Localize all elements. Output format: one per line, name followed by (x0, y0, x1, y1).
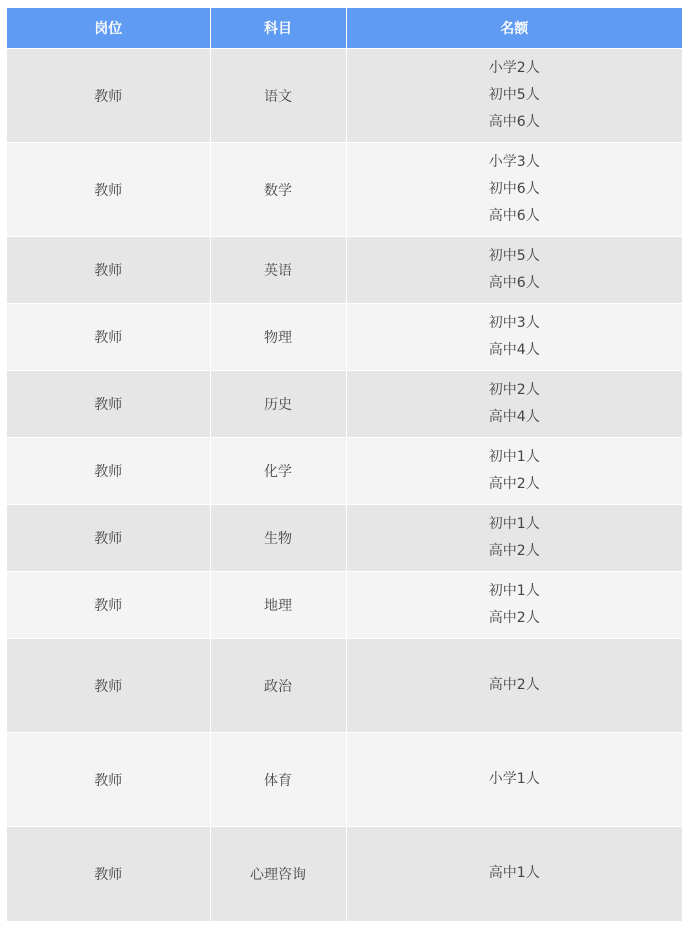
cell-quota (346, 733, 682, 827)
cell-position: 教师 (7, 49, 210, 143)
cell-position: 教师 (7, 237, 210, 304)
table-row (7, 733, 682, 827)
quota-line: 初中2人 (488, 382, 540, 398)
cell-position: 教师 (7, 143, 210, 237)
cell-subject: 心理咨询 (210, 827, 346, 921)
cell-position: 教师 (7, 505, 210, 572)
cell-quota (346, 438, 682, 505)
quota-line: 高中6人 (488, 114, 540, 130)
table-row (7, 505, 682, 572)
cell-subject: 语文 (210, 49, 346, 143)
table-row (7, 827, 682, 921)
quota-line: 初中3人 (488, 315, 540, 331)
cell-subject: 地理 (210, 572, 346, 639)
quota-line: 高中1人 (488, 865, 540, 882)
table-row (7, 438, 682, 505)
quota-line: 初中1人 (488, 449, 540, 465)
quota-line: 高中2人 (488, 543, 540, 559)
quota-line: 初中5人 (488, 248, 540, 264)
quota-line: 初中5人 (488, 87, 540, 103)
cell-subject: 化学 (210, 438, 346, 505)
cell-quota (346, 49, 682, 143)
cell-position: 教师 (7, 639, 210, 733)
cell-subject: 生物 (210, 505, 346, 572)
table-container (7, 8, 682, 921)
cell-quota (346, 639, 682, 733)
quota-line: 小学2人 (488, 60, 540, 76)
cell-quota (346, 371, 682, 438)
quota-table (7, 8, 682, 921)
cell-position: 教师 (7, 371, 210, 438)
cell-position: 教师 (7, 827, 210, 921)
table-row (7, 143, 682, 237)
cell-position: 教师 (7, 572, 210, 639)
quota-line: 初中6人 (488, 181, 540, 197)
table-row (7, 237, 682, 304)
quota-line: 初中1人 (488, 516, 540, 532)
header-position: 岗位 (7, 8, 210, 49)
cell-quota (346, 237, 682, 304)
table-row (7, 572, 682, 639)
cell-subject: 数学 (210, 143, 346, 237)
cell-subject: 物理 (210, 304, 346, 371)
quota-line: 高中2人 (488, 610, 540, 626)
cell-quota (346, 304, 682, 371)
header-subject: 科目 (210, 8, 346, 49)
quota-line: 初中1人 (488, 583, 540, 599)
quota-line: 高中4人 (488, 409, 540, 425)
header-quota: 名额 (346, 8, 682, 49)
quota-line: 高中4人 (488, 342, 540, 358)
cell-position: 教师 (7, 438, 210, 505)
table-row (7, 49, 682, 143)
cell-subject: 政治 (210, 639, 346, 733)
cell-subject: 英语 (210, 237, 346, 304)
quota-line: 高中2人 (488, 677, 540, 693)
quota-line: 小学1人 (488, 771, 540, 787)
quota-line: 高中2人 (488, 476, 540, 492)
quota-line: 小学3人 (488, 154, 540, 170)
cell-subject: 历史 (210, 371, 346, 438)
table-row (7, 371, 682, 438)
cell-position: 教师 (7, 304, 210, 371)
quota-line: 高中6人 (488, 208, 540, 224)
cell-quota (346, 827, 682, 921)
table-row (7, 639, 682, 733)
cell-quota (346, 572, 682, 639)
cell-subject: 体育 (210, 733, 346, 827)
cell-quota (346, 143, 682, 237)
table-header-row (7, 8, 682, 49)
table-body (7, 49, 682, 921)
table-row (7, 304, 682, 371)
cell-quota (346, 505, 682, 572)
quota-line: 高中6人 (488, 275, 540, 291)
cell-position: 教师 (7, 733, 210, 827)
